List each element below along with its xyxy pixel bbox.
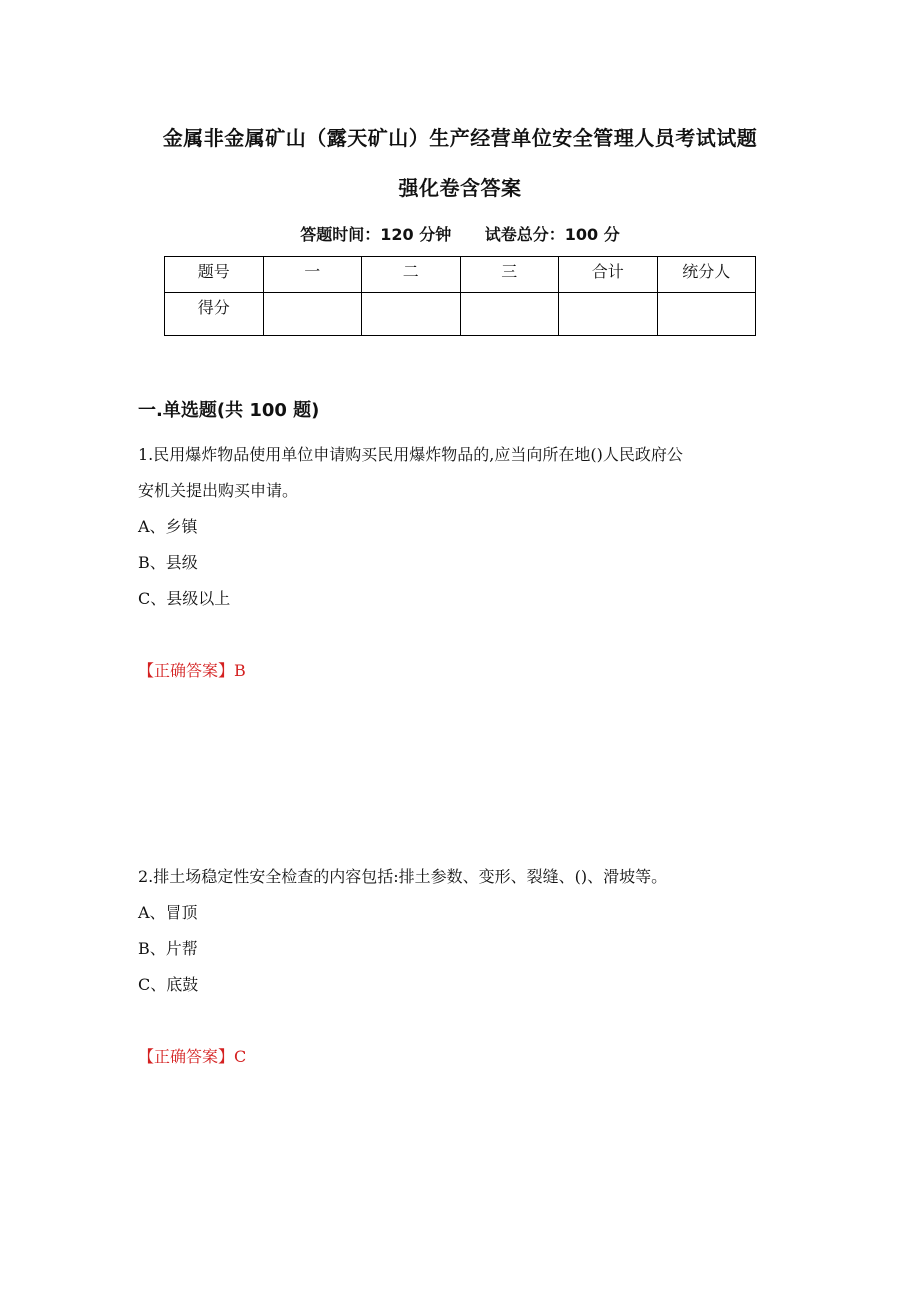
score-cell — [362, 293, 461, 336]
score-row-label: 得分 — [165, 293, 264, 336]
document-title: 金属非金属矿山（露天矿山）生产经营单位安全管理人员考试试题 — [162, 126, 758, 150]
question-1-stem-line2: 安机关提出购买申请。 — [138, 481, 299, 500]
question-2-option-a: A、冒顶 — [138, 903, 198, 922]
exam-time: 答题时间：120 分钟 — [300, 225, 452, 244]
score-header-cell: 合计 — [559, 257, 658, 293]
document-subtitle: 强化卷含答案 — [398, 176, 522, 200]
answer-value: B — [234, 661, 246, 680]
exam-meta — [0, 222, 920, 245]
score-table-score-row — [165, 293, 756, 336]
question-2-option-c: C、底鼓 — [138, 975, 199, 994]
score-cell — [263, 293, 362, 336]
answer-value: C — [234, 1047, 247, 1066]
score-header-cell: 一 — [263, 257, 362, 293]
score-table-header-row — [165, 257, 756, 293]
score-cell — [657, 293, 756, 336]
score-header-cell: 二 — [362, 257, 461, 293]
section-title: 一.单选题(共 100 题) — [138, 400, 320, 421]
score-cell — [559, 293, 658, 336]
exam-total-score: 试卷总分：100 分 — [484, 225, 620, 244]
question-1-option-c: C、县级以上 — [138, 589, 231, 608]
answer-label: 【正确答案】 — [138, 1047, 235, 1066]
question-2-answer — [138, 1044, 246, 1067]
answer-label: 【正确答案】 — [138, 661, 235, 680]
score-header-cell: 题号 — [165, 257, 264, 293]
question-2-stem-line1: 2.排土场稳定性安全检查的内容包括:排土参数、变形、裂缝、()、滑坡等。 — [138, 867, 668, 886]
score-header-cell: 三 — [460, 257, 559, 293]
question-2-option-b: B、片帮 — [138, 939, 198, 958]
question-1-option-a: A、乡镇 — [138, 517, 198, 536]
score-table — [164, 256, 756, 336]
question-1-option-b: B、县级 — [138, 553, 198, 572]
score-header-cell: 统分人 — [657, 257, 756, 293]
question-1-stem-line1: 1.民用爆炸物品使用单位申请购买民用爆炸物品的,应当向所在地()人民政府公 — [138, 445, 683, 464]
score-cell — [460, 293, 559, 336]
question-1-answer — [138, 658, 246, 681]
